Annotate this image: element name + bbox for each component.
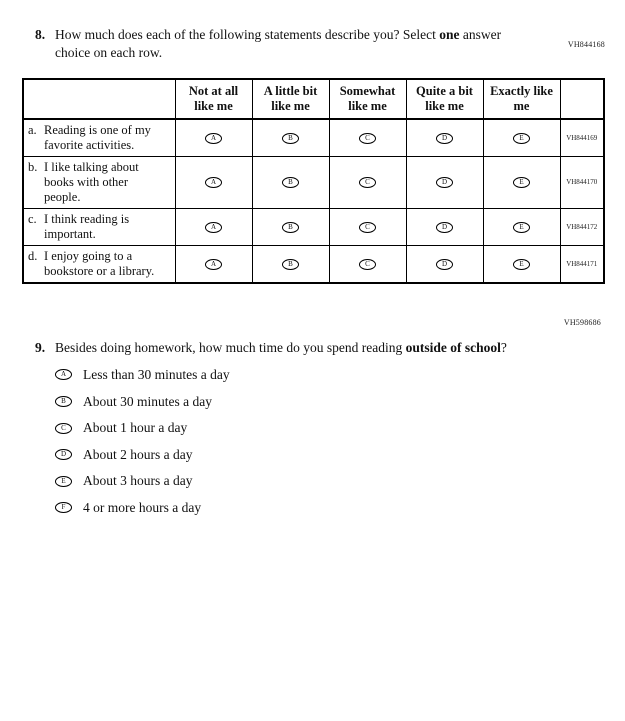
question-9-number: 9.: [35, 339, 46, 355]
answer-bubble-c-B[interactable]: [282, 222, 299, 233]
q9-option-d-label: About 2 hours a day: [83, 446, 193, 462]
row-c-cell-somewhat: [329, 208, 406, 245]
answer-bubble-a-E[interactable]: [513, 133, 530, 144]
header-line: A little bit: [263, 84, 318, 99]
answer-bubble-b-D[interactable]: [436, 177, 453, 188]
answer-bubble-d-D[interactable]: [436, 259, 453, 270]
answer-bubble-d-C[interactable]: [359, 259, 376, 270]
question-9-prompt-bold: outside of school: [405, 339, 501, 355]
row-a-statement: [28, 123, 171, 153]
header-line: Somewhat: [339, 84, 396, 99]
answer-bubble-q9-B[interactable]: [55, 396, 72, 407]
answer-bubble-q9-F[interactable]: [55, 502, 72, 513]
table-header-row: [23, 79, 604, 119]
table-row-d: [23, 245, 604, 283]
row-d-statement-cell: [23, 245, 175, 283]
row-c-letter: c.: [28, 211, 37, 226]
bubble-letter: B: [288, 259, 293, 268]
answer-bubble-b-C[interactable]: [359, 177, 376, 188]
bubble-letter: A: [60, 370, 67, 379]
code-header-cell: [560, 79, 604, 119]
question-8-prompt-bold: one: [439, 27, 460, 42]
bubble-letter: E: [519, 222, 524, 231]
header-line: Exactly like: [490, 84, 553, 99]
header-line: like me: [271, 99, 310, 114]
row-d-cell-not-at-all: [175, 245, 252, 283]
question-9-prompt-text-after: ?: [500, 339, 507, 355]
q8-answer-table: [22, 78, 605, 284]
accession-code-q9: VH598686: [563, 317, 601, 327]
row-d-cell-somewhat: [329, 245, 406, 283]
bubble-letter: A: [210, 133, 217, 142]
table-body: [23, 119, 604, 283]
bubble-letter: D: [441, 222, 448, 231]
q9-option-a-label: Less than 30 minutes a day: [83, 367, 230, 383]
row-d-text: I enjoy going to a bookstore or a library.: [44, 248, 155, 278]
answer-bubble-q9-E[interactable]: [55, 476, 72, 487]
bubble-letter: B: [288, 222, 293, 231]
answer-bubble-d-B[interactable]: [282, 259, 299, 270]
row-b-cell-not-at-all: [175, 156, 252, 208]
row-a-cell-a-little-bit: [252, 119, 329, 157]
row-d-letter: d.: [28, 248, 38, 263]
header-line: like me: [194, 99, 233, 114]
row-a-code: VH844169: [560, 119, 604, 157]
row-d-cell-exactly-like: [483, 245, 560, 283]
question-8: [35, 26, 595, 62]
header-line: Quite a bit: [416, 84, 473, 99]
row-c-cell-not-at-all: [175, 208, 252, 245]
col-header-not-at-all: [175, 79, 252, 119]
q9-option-c-label: About 1 hour a day: [83, 420, 188, 436]
q9-option-c: [55, 419, 625, 437]
question-8-prompt-text-after: answer choice on each row.: [55, 27, 502, 61]
col-header-a-little-bit: [252, 79, 329, 119]
row-a-cell-somewhat: [329, 119, 406, 157]
bubble-letter: D: [441, 178, 448, 187]
header-line: like me: [348, 99, 387, 114]
answer-bubble-q9-D[interactable]: [55, 449, 72, 460]
col-header-exactly-like: [483, 79, 560, 119]
bubble-letter: E: [519, 133, 524, 142]
bubble-letter: B: [288, 133, 293, 142]
row-a-letter: a.: [28, 122, 37, 137]
bubble-letter: A: [210, 259, 217, 268]
row-d-statement: [28, 249, 171, 279]
row-b-cell-quite-a-bit: [406, 156, 483, 208]
row-c-text: I think reading is important.: [44, 211, 130, 241]
header-line: like me: [425, 99, 464, 114]
row-a-statement-cell: [23, 119, 175, 157]
col-header-somewhat: [329, 79, 406, 119]
row-b-cell-a-little-bit: [252, 156, 329, 208]
bubble-letter: D: [441, 259, 448, 268]
row-d-cell-a-little-bit: [252, 245, 329, 283]
bubble-letter: E: [519, 178, 524, 187]
row-a-text: Reading is one of my favorite activities.: [44, 122, 151, 152]
header-line: me: [513, 99, 530, 114]
answer-bubble-a-B[interactable]: [282, 133, 299, 144]
bubble-letter: F: [61, 503, 66, 512]
q9-option-b-label: About 30 minutes a day: [83, 393, 212, 409]
bubble-letter: E: [61, 476, 66, 485]
table-row-c: [23, 208, 604, 245]
row-a-cell-exactly-like: [483, 119, 560, 157]
row-c-cell-exactly-like: [483, 208, 560, 245]
answer-bubble-c-D[interactable]: [436, 222, 453, 233]
answer-bubble-b-B[interactable]: [282, 177, 299, 188]
row-c-code: VH844172: [560, 208, 604, 245]
answer-bubble-d-E[interactable]: [513, 259, 530, 270]
answer-bubble-d-A[interactable]: [205, 259, 222, 270]
answer-bubble-a-D[interactable]: [436, 133, 453, 144]
bubble-letter: E: [519, 259, 524, 268]
q9-option-b: [55, 393, 625, 411]
question-8-prompt-text: How much does each of the following statements describe you? Select: [55, 27, 440, 42]
row-a-cell-quite-a-bit: [406, 119, 483, 157]
bubble-letter: C: [365, 222, 370, 231]
bubble-letter: D: [60, 450, 67, 459]
statement-header-cell: [23, 79, 175, 119]
row-d-cell-quite-a-bit: [406, 245, 483, 283]
bubble-letter: C: [365, 178, 370, 187]
answer-bubble-a-C[interactable]: [359, 133, 376, 144]
bubble-letter: C: [365, 259, 370, 268]
row-a-cell-not-at-all: [175, 119, 252, 157]
survey-page: [0, 26, 625, 516]
row-b-text: I like talking about books with other people.: [44, 159, 139, 204]
q9-option-e-label: About 3 hours a day: [83, 473, 193, 489]
q9-option-e: [55, 472, 625, 490]
question-9: [35, 339, 595, 357]
answer-bubble-c-E[interactable]: [513, 222, 530, 233]
q9-option-a: [55, 366, 625, 384]
answer-bubble-q9-C[interactable]: [55, 423, 72, 434]
bubble-letter: D: [441, 133, 448, 142]
question-9-prompt: [55, 339, 507, 357]
answer-bubble-b-E[interactable]: [513, 177, 530, 188]
bubble-letter: C: [365, 133, 370, 142]
row-c-statement-cell: [23, 208, 175, 245]
table-row-b: [23, 156, 604, 208]
q9-option-f: [55, 499, 625, 517]
answer-bubble-b-A[interactable]: [205, 177, 222, 188]
bubble-letter: B: [61, 396, 66, 405]
q9-option-f-label: 4 or more hours a day: [83, 499, 202, 515]
bubble-letter: B: [288, 178, 293, 187]
question-9-prompt-text: Besides doing homework, how much time do you spend reading: [55, 339, 406, 355]
q9-option-d: [55, 446, 625, 464]
question-8-prompt: [55, 26, 535, 62]
row-c-cell-a-little-bit: [252, 208, 329, 245]
question-8-number: 8.: [35, 27, 46, 42]
answer-bubble-q9-A[interactable]: [55, 369, 72, 380]
header-line: Not at all: [188, 84, 239, 99]
row-b-letter: b.: [28, 159, 38, 174]
bubble-letter: A: [210, 178, 217, 187]
row-b-cell-exactly-like: [483, 156, 560, 208]
row-b-cell-somewhat: [329, 156, 406, 208]
answer-bubble-c-C[interactable]: [359, 222, 376, 233]
q9-options: [55, 366, 625, 516]
row-b-statement: [28, 160, 171, 205]
table-head: [23, 79, 604, 119]
bubble-letter: A: [210, 222, 217, 231]
row-b-code: VH844170: [560, 156, 604, 208]
answer-bubble-c-A[interactable]: [205, 222, 222, 233]
row-c-cell-quite-a-bit: [406, 208, 483, 245]
table-row-a: [23, 119, 604, 157]
col-header-quite-a-bit: [406, 79, 483, 119]
row-c-statement: [28, 212, 171, 242]
bubble-letter: C: [61, 423, 66, 432]
row-b-statement-cell: [23, 156, 175, 208]
answer-bubble-a-A[interactable]: [205, 133, 222, 144]
row-d-code: VH844171: [560, 245, 604, 283]
accession-code-top: VH844168: [567, 40, 605, 49]
